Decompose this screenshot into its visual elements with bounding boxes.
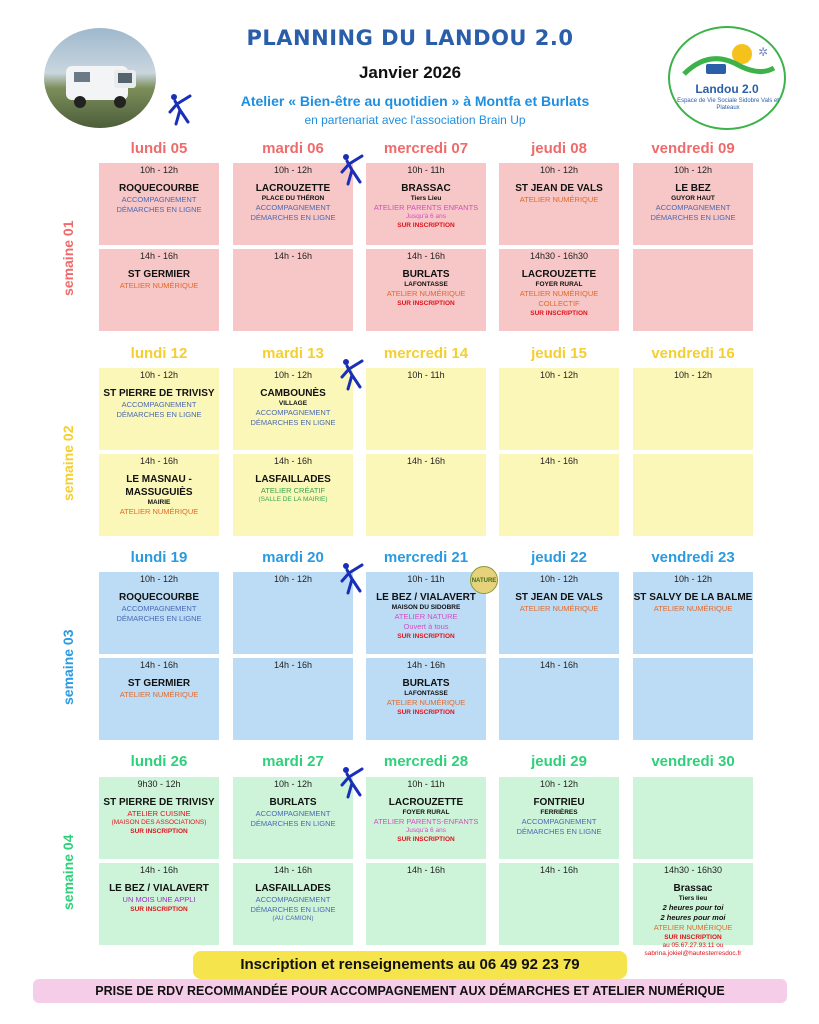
slot-activity: ATELIER NUMÉRIQUE bbox=[653, 604, 733, 613]
slot-time: 14h - 16h bbox=[139, 865, 179, 875]
schedule-cell-am bbox=[366, 368, 486, 450]
slot-place: BURLATS bbox=[402, 269, 450, 280]
slot-place: LASFAILLADES bbox=[255, 883, 331, 894]
week-label: semaine 03 bbox=[60, 629, 76, 705]
day-header: jeudi 22 bbox=[531, 549, 587, 566]
slot-activity: ATELIER NUMÉRIQUE bbox=[119, 690, 199, 699]
slot-time: 10h - 12h bbox=[673, 165, 713, 175]
slot-time: 10h - 12h bbox=[273, 370, 313, 380]
schedule-cell-am bbox=[233, 163, 353, 245]
slot-time: 14h - 16h bbox=[539, 865, 579, 875]
slot-place: BURLATS bbox=[402, 678, 450, 689]
slot-time: 10h - 12h bbox=[539, 779, 579, 789]
slot-subplace: LAFONTASSE bbox=[404, 281, 448, 288]
day-header: mercredi 28 bbox=[383, 753, 469, 770]
day-header: vendredi 30 bbox=[651, 753, 735, 770]
slot-activity: DÉMARCHES EN LIGNE bbox=[250, 418, 336, 427]
slot-time: 10h - 12h bbox=[539, 574, 579, 584]
logo-name: Landou 2.0 bbox=[695, 82, 759, 96]
slot-time: 14h - 16h bbox=[406, 456, 446, 466]
slot-activity: ACCOMPAGNEMENT bbox=[121, 604, 197, 613]
slot-activity: (MAISON DES ASSOCIATIONS) bbox=[111, 819, 207, 826]
slot-activity: ACCOMPAGNEMENT bbox=[521, 817, 597, 826]
schedule-cell-pm bbox=[233, 658, 353, 740]
slot-activity: (SALLE DE LA MAIRIE) bbox=[258, 496, 328, 503]
slot-place: ROQUECOURBE bbox=[118, 183, 199, 194]
slot-activity: au 05.67.27.93.11 ou bbox=[662, 942, 724, 949]
day-header: vendredi 23 bbox=[651, 549, 735, 566]
schedule-cell-pm bbox=[99, 863, 219, 945]
schedule-cell-pm bbox=[366, 249, 486, 331]
schedule-cell-am bbox=[366, 572, 486, 654]
schedule-cell-am bbox=[233, 368, 353, 450]
day-header: vendredi 16 bbox=[651, 345, 735, 362]
slot-time: 10h - 12h bbox=[539, 165, 579, 175]
slot-time: 9h30 - 12h bbox=[137, 779, 181, 789]
slot-activity: ATELIER NUMÉRIQUE bbox=[653, 923, 733, 932]
schedule-cell-am bbox=[633, 163, 753, 245]
schedule-cell-pm bbox=[99, 454, 219, 536]
slot-activity: Jusqu'à 6 ans bbox=[406, 827, 446, 834]
slot-time: 10h - 12h bbox=[673, 574, 713, 584]
day-header: lundi 05 bbox=[130, 140, 188, 157]
slot-subplace: FOYER RURAL bbox=[402, 809, 450, 816]
slot-activity: UN MOIS UNE APPLI bbox=[122, 895, 196, 904]
stretching-figure-icon bbox=[168, 92, 192, 126]
schedule-cell-pm bbox=[633, 863, 753, 957]
day-header: mercredi 14 bbox=[383, 345, 469, 362]
slot-place: LACROUZETTE bbox=[255, 183, 331, 194]
slot-time: 14h - 16h bbox=[273, 660, 313, 670]
slot-time: 10h - 11h bbox=[407, 165, 445, 175]
slot-activity: 2 heures pour moi bbox=[660, 913, 726, 922]
slot-time: 10h - 12h bbox=[139, 574, 179, 584]
day-header: mardi 20 bbox=[262, 549, 324, 566]
slot-time: 10h - 12h bbox=[139, 370, 179, 380]
slot-activity: SUR INSCRIPTION bbox=[130, 828, 188, 835]
day-header: jeudi 08 bbox=[531, 140, 587, 157]
slot-activity: ATELIER NUMÉRIQUE bbox=[119, 507, 199, 516]
slot-activity: ATELIER NUMÉRIQUE bbox=[386, 698, 466, 707]
week-label: semaine 04 bbox=[60, 834, 76, 910]
slot-time: 10h - 11h bbox=[407, 370, 445, 380]
slot-subplace: LAFONTASSE bbox=[404, 690, 448, 697]
slot-activity: DÉMARCHES EN LIGNE bbox=[116, 205, 202, 214]
slot-time: 14h - 16h bbox=[139, 660, 179, 670]
slot-activity: ATELIER CRÉATIF bbox=[260, 486, 326, 495]
schedule-cell-pm bbox=[499, 454, 619, 536]
schedule-cell-am bbox=[633, 368, 753, 450]
slot-activity: SUR INSCRIPTION bbox=[397, 633, 455, 640]
schedule-cell-pm bbox=[233, 863, 353, 945]
slot-subplace: PLACE DU THÉRON bbox=[261, 195, 325, 202]
schedule-cell-am bbox=[499, 777, 619, 859]
slot-activity: ACCOMPAGNEMENT bbox=[255, 895, 331, 904]
stretching-figure-icon bbox=[340, 561, 364, 595]
month-label: Janvier 2026 bbox=[358, 63, 462, 82]
slot-activity: ATELIER PARENTS ENFANTS bbox=[373, 203, 479, 212]
slot-time: 14h30 - 16h30 bbox=[663, 865, 723, 875]
day-header: lundi 26 bbox=[130, 753, 188, 770]
slot-place: BRASSAC bbox=[401, 183, 451, 194]
slot-activity: ATELIER CUISINE bbox=[127, 809, 191, 818]
slot-time: 14h30 - 16h30 bbox=[529, 251, 589, 261]
slot-place: ST GERMIER bbox=[127, 678, 191, 689]
slot-time: 10h - 12h bbox=[139, 165, 179, 175]
slot-subplace: FERRIÈRES bbox=[540, 809, 578, 816]
slot-activity: ATELIER NUMÉRIQUE bbox=[119, 281, 199, 290]
slot-activity: sabrina.jokiel@hautesterresdoc.fr bbox=[644, 950, 742, 957]
slot-place: LE BEZ / VIALAVERT bbox=[376, 592, 476, 603]
slot-activity: ATELIER NUMÉRIQUE bbox=[386, 289, 466, 298]
schedule-cell-pm bbox=[633, 658, 753, 740]
stretching-figure-icon bbox=[340, 357, 364, 391]
slot-subplace: Tiers lieu bbox=[678, 895, 708, 902]
day-header: lundi 19 bbox=[130, 549, 188, 566]
slot-activity: 2 heures pour toi bbox=[662, 903, 724, 912]
schedule-cell-pm bbox=[499, 249, 619, 331]
slot-subplace: GUYOR HAUT bbox=[671, 195, 715, 202]
slot-activity: ACCOMPAGNEMENT bbox=[255, 408, 331, 417]
slot-time: 14h - 16h bbox=[273, 456, 313, 466]
day-header: vendredi 09 bbox=[651, 140, 735, 157]
slot-time: 10h - 12h bbox=[273, 779, 313, 789]
slot-activity: ACCOMPAGNEMENT bbox=[655, 203, 731, 212]
slot-place: ROQUECOURBE bbox=[118, 592, 199, 603]
slot-place: BURLATS bbox=[269, 797, 317, 808]
slot-place: FONTRIEU bbox=[533, 797, 585, 808]
landou-logo bbox=[668, 26, 786, 130]
slot-time: 14h - 16h bbox=[273, 865, 313, 875]
slot-activity: DÉMARCHES EN LIGNE bbox=[116, 410, 202, 419]
schedule-cell-am bbox=[99, 572, 219, 654]
slot-activity: ACCOMPAGNEMENT bbox=[121, 195, 197, 204]
slot-place: ST JEAN DE VALS bbox=[515, 592, 603, 603]
schedule-cell-am bbox=[366, 777, 486, 859]
schedule-cell-am bbox=[633, 572, 753, 654]
slot-time: 14h - 16h bbox=[539, 456, 579, 466]
slot-activity: ATELIER PARENTS-ENFANTS bbox=[373, 817, 479, 826]
slot-time: 14h - 16h bbox=[539, 660, 579, 670]
slot-activity: SUR INSCRIPTION bbox=[397, 836, 455, 843]
slot-activity: SUR INSCRIPTION bbox=[397, 222, 455, 229]
slot-place: CAMBOUNÈS bbox=[260, 388, 326, 399]
slot-time: 10h - 11h bbox=[407, 574, 445, 584]
day-header: lundi 12 bbox=[130, 345, 188, 362]
slot-activity: DÉMARCHES EN LIGNE bbox=[650, 213, 736, 222]
slot-time: 10h - 12h bbox=[673, 370, 713, 380]
day-header: mardi 27 bbox=[262, 753, 324, 770]
slot-subplace: MAIRIE bbox=[147, 499, 171, 506]
slot-activity: SUR INSCRIPTION bbox=[397, 709, 455, 716]
slot-place: LE BEZ bbox=[675, 183, 711, 194]
schedule-cell-am bbox=[633, 777, 753, 859]
schedule-cell-am bbox=[499, 572, 619, 654]
slot-activity: DÉMARCHES EN LIGNE bbox=[250, 905, 336, 914]
schedule-cell-pm bbox=[99, 249, 219, 331]
slot-activity: ATELIER NUMÉRIQUE bbox=[519, 289, 599, 298]
schedule-cell-am bbox=[99, 777, 219, 859]
slot-activity: ACCOMPAGNEMENT bbox=[255, 203, 331, 212]
day-header: mardi 06 bbox=[262, 140, 324, 157]
slot-activity: DÉMARCHES EN LIGNE bbox=[116, 614, 202, 623]
slot-place: Brassac bbox=[673, 883, 713, 894]
schedule-cell-pm bbox=[366, 658, 486, 740]
schedule-cell-pm bbox=[99, 658, 219, 740]
schedule-cell-am bbox=[99, 163, 219, 245]
slot-time: 14h - 16h bbox=[406, 660, 446, 670]
schedule-cell-pm bbox=[499, 863, 619, 945]
slot-activity: ATELIER NUMÉRIQUE bbox=[519, 195, 599, 204]
slot-time: 14h - 16h bbox=[139, 456, 179, 466]
slot-activity: (AU CAMION) bbox=[272, 915, 314, 922]
logo-subtitle: Espace de Vie Sociale Sidobre Vals et Plateaux bbox=[677, 98, 779, 111]
slot-time: 14h - 16h bbox=[273, 251, 313, 261]
svg-text:✲: ✲ bbox=[758, 45, 769, 59]
schedule-cell-pm bbox=[499, 658, 619, 740]
day-header: jeudi 15 bbox=[531, 345, 587, 362]
slot-activity: SUR INSCRIPTION bbox=[130, 906, 188, 913]
slot-time: 14h - 16h bbox=[406, 865, 446, 875]
van-photo bbox=[44, 28, 156, 128]
slot-activity: ATELIER NUMÉRIQUE bbox=[519, 604, 599, 613]
slot-activity: Ouvert à tous bbox=[403, 622, 449, 631]
slot-activity: DÉMARCHES EN LIGNE bbox=[250, 819, 336, 828]
rdv-banner: PRISE DE RDV RECOMMANDÉE POUR ACCOMPAGNEMENT AUX DÉMARCHES ET ATELIER NUMÉRIQUE bbox=[33, 979, 787, 1003]
schedule-cell-am bbox=[233, 777, 353, 859]
schedule-cell-am bbox=[499, 163, 619, 245]
schedule-cell-pm bbox=[633, 249, 753, 331]
slot-activity: ATELIER NATURE bbox=[394, 612, 458, 621]
schedule-cell-am bbox=[499, 368, 619, 450]
slot-place: LE MASNAU - MASSUGUIÈS bbox=[125, 474, 193, 498]
slot-subplace: VILLAGE bbox=[278, 400, 308, 407]
page-title: PLANNING DU LANDOU 2.0 bbox=[246, 26, 574, 50]
stretching-figure-icon bbox=[340, 152, 364, 186]
slot-activity: SUR INSCRIPTION bbox=[397, 300, 455, 307]
day-header: mercredi 07 bbox=[383, 140, 469, 157]
slot-subplace: Tiers Lieu bbox=[410, 195, 442, 202]
schedule-cell-pm bbox=[633, 454, 753, 536]
slot-time: 14h - 16h bbox=[139, 251, 179, 261]
slot-place: LE BEZ / VIALAVERT bbox=[109, 883, 209, 894]
slot-time: 10h - 11h bbox=[407, 779, 445, 789]
slot-place: ST JEAN DE VALS bbox=[515, 183, 603, 194]
slot-place: LASFAILLADES bbox=[255, 474, 331, 485]
slot-activity: SUR INSCRIPTION bbox=[530, 310, 588, 317]
slot-place: LACROUZETTE bbox=[521, 269, 597, 280]
schedule-cell-pm bbox=[233, 249, 353, 331]
slot-subplace: FOYER RURAL bbox=[535, 281, 583, 288]
day-header: mardi 13 bbox=[262, 345, 324, 362]
day-header: mercredi 21 bbox=[383, 549, 469, 566]
slot-time: 10h - 12h bbox=[273, 165, 313, 175]
schedule-cell-am bbox=[233, 572, 353, 654]
schedule-cell-am bbox=[99, 368, 219, 450]
slot-activity: ACCOMPAGNEMENT bbox=[121, 400, 197, 409]
slot-place: ST PIERRE DE TRIVISY bbox=[103, 388, 215, 399]
slot-place: ST GERMIER bbox=[127, 269, 191, 280]
week-label: semaine 01 bbox=[60, 220, 76, 296]
slot-place: ST SALVY DE LA BALME bbox=[633, 592, 753, 603]
slot-time: 10h - 12h bbox=[539, 370, 579, 380]
schedule-cell-pm bbox=[233, 454, 353, 536]
slot-place: ST PIERRE DE TRIVISY bbox=[103, 797, 215, 808]
slot-time: 14h - 16h bbox=[406, 251, 446, 261]
atelier-title: Atelier « Bien-être au quotidien » à Montfa et Burlats bbox=[240, 93, 590, 109]
slot-activity: DÉMARCHES EN LIGNE bbox=[250, 213, 336, 222]
slot-activity: SUR INSCRIPTION bbox=[664, 934, 722, 941]
schedule-cell-pm bbox=[366, 454, 486, 536]
nature-badge: NATURE bbox=[470, 566, 498, 594]
slot-activity: DÉMARCHES EN LIGNE bbox=[516, 827, 602, 836]
slot-activity: COLLECTIF bbox=[538, 299, 580, 308]
slot-subplace: MAISON DU SIDOBRE bbox=[391, 604, 461, 611]
slot-activity: ACCOMPAGNEMENT bbox=[255, 809, 331, 818]
week-label: semaine 02 bbox=[60, 425, 76, 501]
slot-activity: Jusqu'à 6 ans bbox=[406, 213, 446, 220]
schedule-cell-pm bbox=[366, 863, 486, 945]
day-header: jeudi 29 bbox=[531, 753, 587, 770]
slot-time: 10h - 12h bbox=[273, 574, 313, 584]
schedule-cell-am bbox=[366, 163, 486, 245]
stretching-figure-icon bbox=[340, 765, 364, 799]
partner-line: en partenariat avec l'association Brain Up bbox=[304, 113, 526, 127]
contact-banner: Inscription et renseignements au 06 49 92 23 79 bbox=[193, 951, 627, 979]
slot-place: LACROUZETTE bbox=[388, 797, 464, 808]
